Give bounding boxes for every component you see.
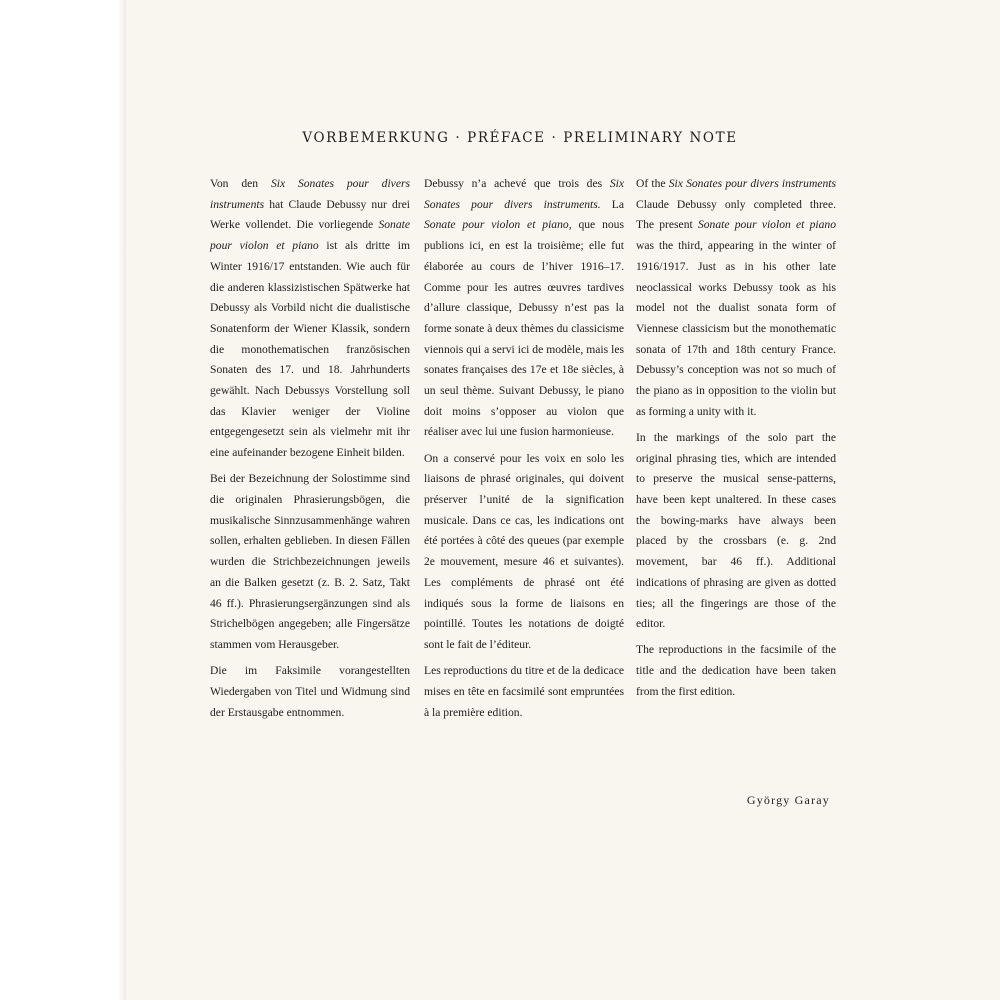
page-title: VORBEMERKUNG · PRÉFACE · PRELIMINARY NOTE: [302, 130, 738, 146]
text-run: Les reproductions du titre et de la dedicace mises en tête en facsimilé sont empruntées à la première edition.: [424, 664, 624, 719]
text-run: Of the: [636, 177, 669, 190]
text-run: Claude Debussy only completed three. The present: [636, 197, 836, 232]
column-french: [424, 174, 624, 729]
paragraph: [636, 428, 836, 635]
text-run: La: [600, 197, 624, 211]
italic-title-text: Sonate pour violon et piano,: [424, 218, 572, 232]
text-run: The reproductions in the facsimile of the title and the dedication have been taken from the first edition.: [636, 643, 836, 698]
text-run: was the third, appearing in the winter of 1916/1917. Just as in his other late neoclassical works Debussy took as his model not the dualist sonata form of Viennese classicism but the monothematic sonata of 17th and 18th century France. Debussy’s conception was not so much of the piano as in opposition to the violin but as forming a unity with it.: [636, 239, 836, 418]
italic-title-text: Six Sonates pour divers instruments: [668, 177, 837, 190]
text-run: Debussy n’a achevé que trois des: [424, 177, 610, 190]
text-run: Bei der Bezeichnung der Solostimme sind die originalen Phrasierungsbögen, die musikalische Sinnzusammenhänge wahren sollen, erhalten geblieben. In diesen Fällen wurden die Strichbezeichnungen jeweils an die Balken gesetzt (z. B. 2. Satz, Takt 46 ff.). Phrasierungsergänzungen sind als Strichelbögen angegeben; alle Fingersätze stammen vom Herausgeber.: [210, 472, 410, 651]
text-run: ist als dritte im Winter 1916/17 entstanden. Wie auch für die anderen klassizistischen Spätwerke hat Debussy als Vorbild nicht die dualistische Sonatenform der Wiener Klassik, sondern die monothematischen französischen Sonaten des 17. und 18. Jahrhunderts gewählt. Nach Debussys Vorstellung soll das Klavier weniger der Violine entgegengesetzt sein als vielmehr mit ihr eine aufeinander bezogene Einheit bilden.: [210, 239, 410, 460]
text-run: hat Claude Debussy nur drei Werke vollendet. Die vorliegende: [210, 197, 410, 232]
page-edge-shadow: [118, 0, 126, 1000]
paragraph: [636, 174, 836, 422]
text-run: On a conservé pour les voix en solo les liaisons de phrasé originales, qui doivent préserver l’unité de la signification musicale. Dans ce cas, les indications ont été portées à côté des queues (par exemple 2e mouvement, mesure 46 et suivantes). Les compléments de phrasé ont été indiqués sous la forme de liaisons en pointillé. Toutes les notations de doigté sont le fait de l’éditeur.: [424, 451, 624, 651]
paragraph: [424, 174, 624, 443]
italic-title-text: Sonate pour violon et piano: [210, 218, 410, 253]
paragraph: [210, 469, 410, 655]
text-run: In the markings of the solo part the original phrasing ties, which are intended to preserve the musical sense-patterns, have been kept unaltered. In these cases the bowing-marks have always been placed by the crossbars (e. g. 2nd movement, bar 46 ff.). Additional indications of phrasing are given as dotted ties; all the fingerings are those of the editor.: [636, 430, 836, 631]
text-run: Von den: [210, 177, 271, 190]
paragraph: [210, 174, 410, 464]
paragraph: [210, 661, 410, 723]
column-german: [210, 174, 410, 729]
italic-title-text: Six Sonates pour divers instruments: [210, 177, 410, 211]
text-run: Die im Faksimile vorangestellten Wiedergaben von Titel und Widmung sind der Erstausgabe entnommen.: [210, 664, 410, 719]
italic-title-text: Six Sonates pour divers instruments.: [424, 177, 624, 211]
italic-title-text: Sonate pour violon et piano: [697, 218, 836, 232]
column-english: [636, 174, 836, 708]
signature: György Garay: [746, 793, 830, 807]
paragraph: [636, 640, 836, 702]
paragraph: [424, 661, 624, 723]
text-run: que nous publions ici, en est la troisième; elle fut élaborée au cours de l’hiver 1916–17. Comme pour les autres œuvres tardives d’allure classique, Debussy n’est pas la forme sonate à deux thèmes du classicisme viennois qui a servi ici de modèle, mais les sonates françaises des 17e et 18e siècles, à un seul thème. Suivant Debussy, le piano doit moins s’opposer au violon que réaliser avec lui une fusion harmonieuse.: [424, 218, 624, 439]
paragraph: [424, 449, 624, 656]
